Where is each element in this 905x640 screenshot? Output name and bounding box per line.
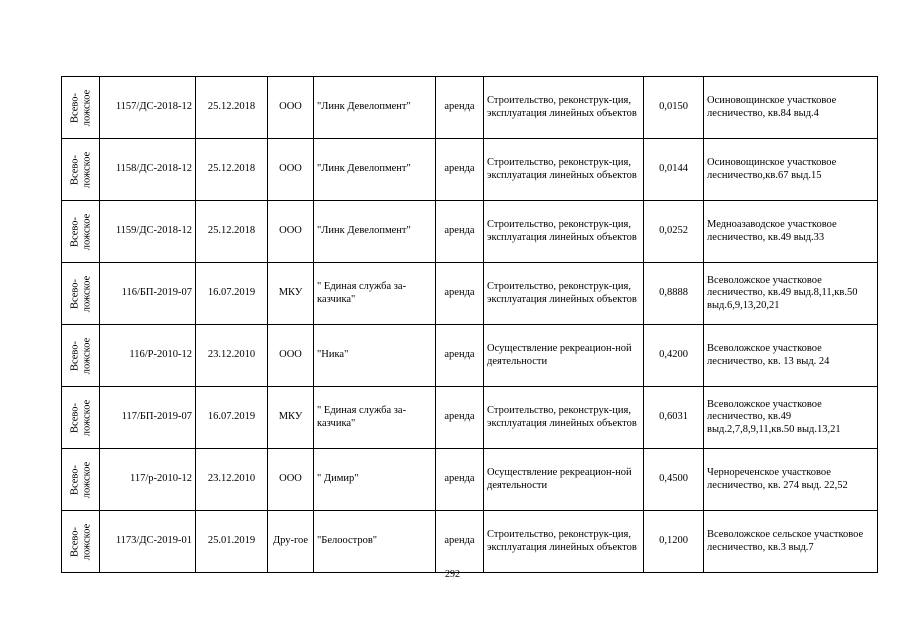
table-row xyxy=(62,263,878,325)
district-cell xyxy=(62,201,100,263)
purpose-cell: Осуществление рекреацион-ной деятельности xyxy=(484,325,644,387)
district-label: Всево-ложское xyxy=(69,337,92,374)
organization-cell: "Линк Девелопмент" xyxy=(314,139,436,201)
legal-form-cell: ООО xyxy=(268,77,314,139)
lease-register-table xyxy=(61,76,878,573)
table-row xyxy=(62,201,878,263)
district-label: Всево-ложское xyxy=(69,151,92,188)
use-type-cell: аренда xyxy=(436,387,484,449)
district-cell xyxy=(62,77,100,139)
use-type-cell: аренда xyxy=(436,511,484,573)
location-cell: Всеволожское участковое лесничество, кв.49 выд.8,11,кв.50 выд.6,9,13,20,21 xyxy=(704,263,878,325)
location-cell: Всеволожское участковое лесничество, кв.49 выд.2,7,8,9,11,кв.50 выд.13,21 xyxy=(704,387,878,449)
contract-date-cell: 25.12.2018 xyxy=(196,201,268,263)
contract-date-cell: 23.12.2010 xyxy=(196,325,268,387)
contract-number-cell: 116/Р-2010-12 xyxy=(100,325,196,387)
contract-date-cell: 25.12.2018 xyxy=(196,77,268,139)
organization-cell: "Ника" xyxy=(314,325,436,387)
district-cell xyxy=(62,325,100,387)
legal-form-cell: ООО xyxy=(268,325,314,387)
table-body xyxy=(62,77,878,573)
use-type-cell: аренда xyxy=(436,325,484,387)
contract-date-cell: 16.07.2019 xyxy=(196,387,268,449)
use-type-cell: аренда xyxy=(436,201,484,263)
purpose-cell: Строительство, реконструк-ция, эксплуатация линейных объектов xyxy=(484,511,644,573)
location-cell: Чернореченское участковое лесничество, кв. 274 выд. 22,52 xyxy=(704,449,878,511)
contract-number-cell: 117/р-2010-12 xyxy=(100,449,196,511)
table-row xyxy=(62,325,878,387)
organization-cell: "Белоостров" xyxy=(314,511,436,573)
district-cell xyxy=(62,449,100,511)
organization-cell: " Единая служба за-казчика" xyxy=(314,263,436,325)
area-cell: 0,4500 xyxy=(644,449,704,511)
organization-cell: " Димир" xyxy=(314,449,436,511)
purpose-cell: Строительство, реконструк-ция, эксплуатация линейных объектов xyxy=(484,387,644,449)
district-label: Всево-ложское xyxy=(69,399,92,436)
use-type-cell: аренда xyxy=(436,449,484,511)
area-cell: 0,4200 xyxy=(644,325,704,387)
contract-number-cell: 117/БП-2019-07 xyxy=(100,387,196,449)
legal-form-cell: МКУ xyxy=(268,387,314,449)
district-label: Всево-ложское xyxy=(69,523,92,560)
location-cell: Всеволожское сельское участковое лесничество, кв.3 выд.7 xyxy=(704,511,878,573)
district-label: Всево-ложское xyxy=(69,213,92,250)
table-row xyxy=(62,511,878,573)
location-cell: Осиновощинское участковое лесничество,кв.67 выд.15 xyxy=(704,139,878,201)
purpose-cell: Строительство, реконструк-ция, эксплуатация линейных объектов xyxy=(484,263,644,325)
district-cell xyxy=(62,387,100,449)
organization-cell: "Линк Девелопмент" xyxy=(314,201,436,263)
area-cell: 0,1200 xyxy=(644,511,704,573)
legal-form-cell: МКУ xyxy=(268,263,314,325)
area-cell: 0,0252 xyxy=(644,201,704,263)
district-label: Всево-ложское xyxy=(69,461,92,498)
table-row xyxy=(62,77,878,139)
area-cell: 0,0144 xyxy=(644,139,704,201)
district-cell xyxy=(62,263,100,325)
contract-number-cell: 1173/ДС-2019-01 xyxy=(100,511,196,573)
area-cell: 0,8888 xyxy=(644,263,704,325)
area-cell: 0,0150 xyxy=(644,77,704,139)
purpose-cell: Осуществление рекреацион-ной деятельности xyxy=(484,449,644,511)
use-type-cell: аренда xyxy=(436,77,484,139)
page-number: 292 xyxy=(445,569,460,580)
table-row xyxy=(62,139,878,201)
table-row xyxy=(62,387,878,449)
contract-date-cell: 25.12.2018 xyxy=(196,139,268,201)
legal-form-cell: ООО xyxy=(268,139,314,201)
contract-date-cell: 16.07.2019 xyxy=(196,263,268,325)
organization-cell: " Единая служба за-казчика" xyxy=(314,387,436,449)
legal-form-cell: Дру-гое xyxy=(268,511,314,573)
purpose-cell: Строительство, реконструк-ция, эксплуатация линейных объектов xyxy=(484,139,644,201)
legal-form-cell: ООО xyxy=(268,201,314,263)
district-label: Всево-ложское xyxy=(69,275,92,312)
table-row xyxy=(62,449,878,511)
district-label: Всево-ложское xyxy=(69,89,92,126)
location-cell: Медноазаводское участковое лесничество, кв.49 выд.33 xyxy=(704,201,878,263)
purpose-cell: Строительство, реконструк-ция, эксплуатация линейных объектов xyxy=(484,77,644,139)
location-cell: Осиновощинское участковое лесничество, кв.84 выд.4 xyxy=(704,77,878,139)
district-cell xyxy=(62,139,100,201)
organization-cell: "Линк Девелопмент" xyxy=(314,77,436,139)
area-cell: 0,6031 xyxy=(644,387,704,449)
contract-number-cell: 116/БП-2019-07 xyxy=(100,263,196,325)
contract-date-cell: 25.01.2019 xyxy=(196,511,268,573)
use-type-cell: аренда xyxy=(436,263,484,325)
district-cell xyxy=(62,511,100,573)
legal-form-cell: ООО xyxy=(268,449,314,511)
location-cell: Всеволожское участковое лесничество, кв. 13 выд. 24 xyxy=(704,325,878,387)
contract-date-cell: 23.12.2010 xyxy=(196,449,268,511)
purpose-cell: Строительство, реконструк-ция, эксплуатация линейных объектов xyxy=(484,201,644,263)
use-type-cell: аренда xyxy=(436,139,484,201)
contract-number-cell: 1157/ДС-2018-12 xyxy=(100,77,196,139)
contract-number-cell: 1158/ДС-2018-12 xyxy=(100,139,196,201)
contract-number-cell: 1159/ДС-2018-12 xyxy=(100,201,196,263)
